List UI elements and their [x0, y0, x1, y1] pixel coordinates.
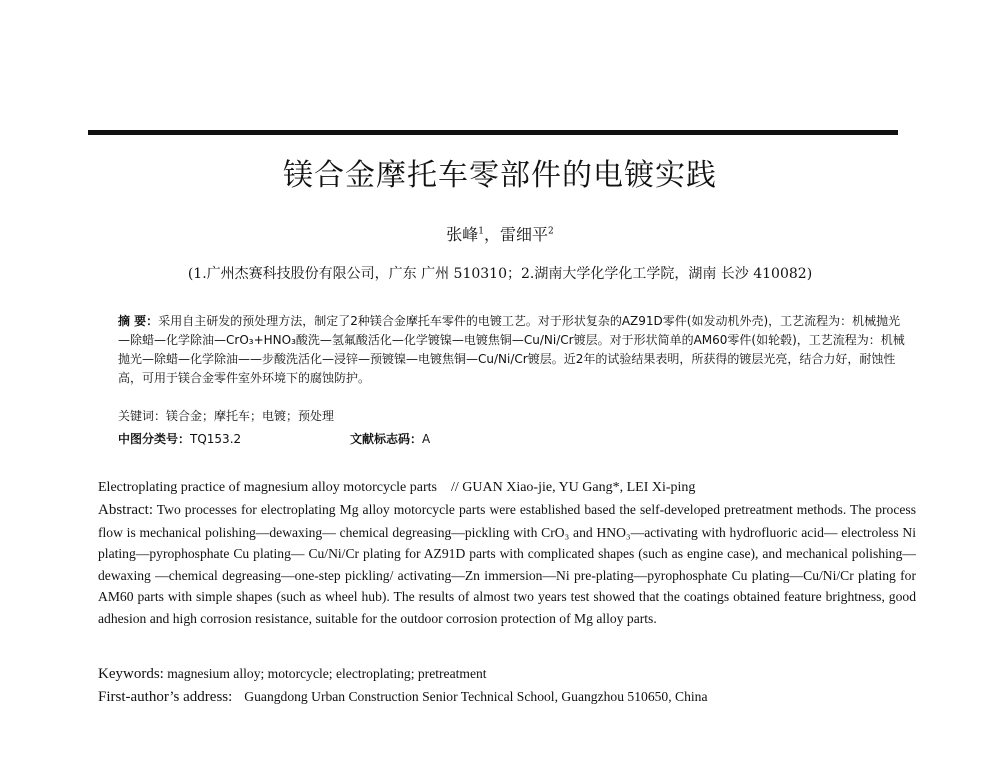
- author-name: 张峰: [446, 225, 479, 244]
- header-rule: [88, 130, 898, 135]
- english-abstract-label: Abstract:: [98, 502, 153, 518]
- author-affiliation-mark: 1: [478, 226, 484, 237]
- first-author-address-text: Guangdong Urban Construction Senior Technical School, Guangzhou 510650, China: [244, 689, 708, 704]
- clc-label: 中图分类号：: [118, 432, 191, 446]
- first-author-address-label: First-author’s address:: [98, 689, 233, 705]
- english-title-line: [98, 480, 918, 496]
- english-keywords: [98, 666, 916, 683]
- chinese-abstract: [118, 312, 908, 388]
- author-name: 雷细平: [500, 225, 549, 244]
- chinese-keywords-label: 关键词：: [118, 409, 167, 423]
- chinese-keywords: [118, 407, 908, 424]
- english-keywords-label: Keywords:: [98, 666, 164, 682]
- chinese-keywords-text: 镁合金；摩托车；电镀；预处理: [166, 409, 335, 423]
- english-abstract-text: Two processes for electroplating Mg alloy motorcycle parts were established based the self-developed pretreatment methods. The process flow is mechanical polishing—dewaxing— chemical degreasing—pickling with CrO₃ and HNO₃—activating with hydrofluoric acid— electroless Ni plating—pyrophosphate Cu plating— Cu/Ni/Cr plating for AZ91D parts with complicated shapes (such as engine case), and mechanical polishing— dewaxing —chemical degreasing—one-step pickling/ activating—Zn immersion—Ni pre-plating—pyrophosphate Cu plating—Cu/Ni/Cr plating for AM60 parts with simple shapes (such as wheel hub). The results of almost two years test showed that the coatings obtained feature brightness, good adhesion and high corrosion resistance, suitable for the outdoor corrosion protection of Mg alloy parts.: [98, 502, 916, 626]
- document-code-value: A: [422, 432, 431, 446]
- english-title: Electroplating practice of magnesium alloy motorcycle parts: [98, 480, 437, 495]
- english-abstract: [98, 499, 916, 630]
- author-line: [0, 222, 1000, 245]
- chinese-abstract-text: 采用自主研发的预处理方法，制定了2种镁合金摩托车零件的电镀工艺。对于形状复杂的AZ91D零件(如发动机外壳)，工艺流程为：机械抛光—除蜡—化学除油—CrO₃+HNO₃酸洗—氢氟酸活化—化学镀镍—电镀焦铜—Cu/Ni/Cr镀层。对于形状简单的AM60零件(如轮毂)，工艺流程为：机械抛光—除蜡—化学除油——步酸洗活化—浸锌—预镀镍—电镀焦铜—Cu/Ni/Cr镀层。近2年的试验结果表明，所获得的镀层光亮，结合力好，耐蚀性高，可用于镁合金零件室外环境下的腐蚀防护。: [118, 314, 905, 385]
- chinese-abstract-label: 摘 要：: [118, 314, 159, 328]
- document-code-label: 文献标志码：: [350, 432, 423, 446]
- author-affiliation-mark: 2: [548, 226, 554, 237]
- paper-title: 镁合金摩托车零部件的电镀实践: [283, 158, 717, 193]
- author-separator: ，: [483, 225, 500, 244]
- english-authors: // GUAN Xiao-jie, YU Gang*, LEI Xi-ping: [451, 480, 696, 495]
- first-author-address: [98, 689, 916, 706]
- document-code: [350, 430, 430, 447]
- classification-line: [118, 430, 908, 447]
- clc-value: TQ153.2: [190, 432, 242, 446]
- english-keywords-text: magnesium alloy; motorcycle; electroplating; pretreatment: [167, 666, 487, 681]
- affiliations: (1.广州杰赛科技股份有限公司，广东 广州 510310；2.湖南大学化学化工学院，湖南 长沙 410082): [187, 266, 813, 282]
